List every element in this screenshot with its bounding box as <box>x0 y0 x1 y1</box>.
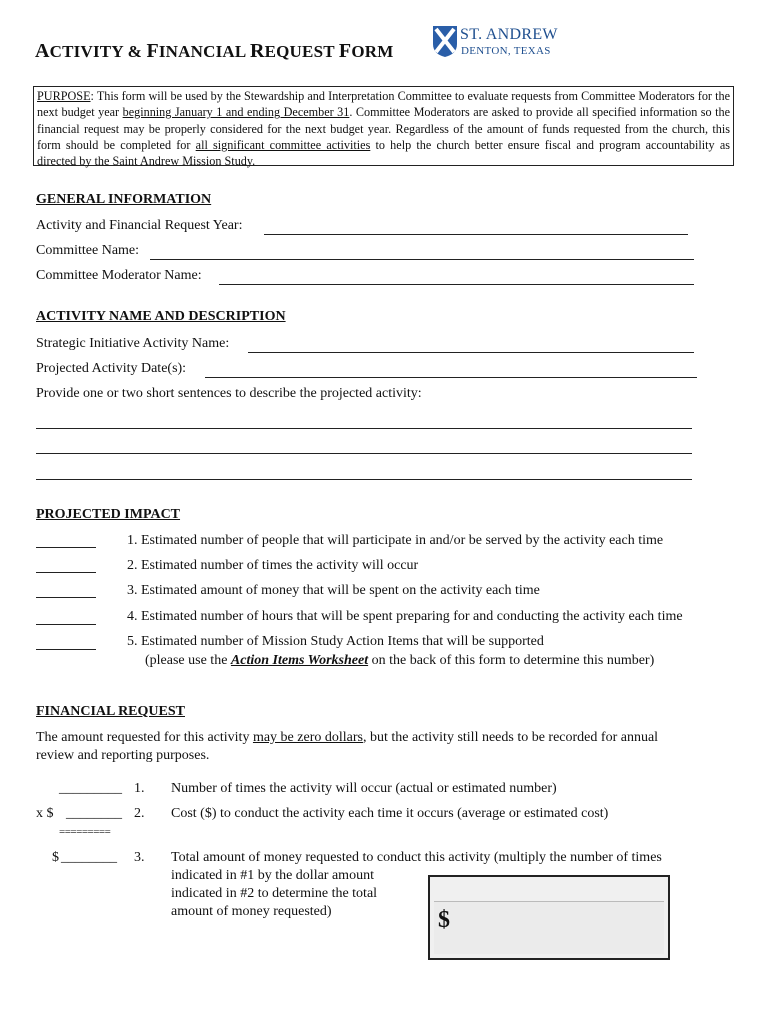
purpose-text-2: . Committee Moderators are asked to provide all specified information so the financial request may be properly considered for the next budget year. Regardless of the amount of funds requested from the church, this form should be completed for <box>37 105 731 152</box>
impact-blank-1[interactable] <box>36 547 96 548</box>
action-items-worksheet-link: Action Items Worksheet <box>230 653 369 668</box>
impact-blank-2[interactable] <box>36 572 96 573</box>
row-3-number: 3. <box>134 850 145 865</box>
describe-prompt: Provide one or two short sentences to describe the projected activity: <box>36 386 422 401</box>
row-2-text: Cost ($) to conduct the activity each time it occurs (average or estimated cost) <box>171 806 609 821</box>
logo-location: DENTON, TEXAS <box>461 45 551 57</box>
request-year-field[interactable] <box>264 234 688 235</box>
dollar-sign: $ <box>438 907 450 933</box>
total-dollar-prefix: $ <box>52 850 59 865</box>
row-3-text: amount of money requested) <box>171 904 332 919</box>
impact-item-1: 1. Estimated number of people that will participate in and/or be served by the activity each time <box>127 533 664 548</box>
purpose-underline-1: beginning January 1 and ending December 31 <box>122 105 350 120</box>
activity-dates-field[interactable] <box>205 377 697 378</box>
description-line[interactable] <box>36 453 692 454</box>
impact-item-5: 5. Estimated number of Mission Study Action Items that will be supported <box>127 634 544 649</box>
row-1-number: 1. <box>134 781 145 796</box>
activity-name-field[interactable] <box>248 352 694 353</box>
impact-blank-4[interactable] <box>36 624 96 625</box>
saint-andrew-cross-icon <box>432 24 458 58</box>
moderator-name-label: Committee Moderator Name: <box>36 268 202 283</box>
description-line[interactable] <box>36 479 692 480</box>
logo-name: ST. ANDREW <box>460 26 558 43</box>
impact-item-4: 4. Estimated number of hours that will be spent preparing for and conducting the activity each time <box>127 609 683 624</box>
cost-blank[interactable]: ________ <box>66 806 122 821</box>
moderator-name-field[interactable] <box>219 284 694 285</box>
impact-blank-5[interactable] <box>36 649 96 650</box>
row-2-number: 2. <box>134 806 145 821</box>
row-3-text: indicated in #2 to determine the total <box>171 886 378 901</box>
multiply-dollar-prefix: x $ <box>36 806 54 821</box>
financial-heading: FINANCIAL REQUEST <box>36 704 185 719</box>
impact-item-3: 3. Estimated amount of money that will be spent on the activity each time <box>127 583 540 598</box>
financial-intro-line2: review and reporting purposes. <box>36 748 210 763</box>
row-3-text: indicated in #1 by the dollar amount <box>171 868 374 883</box>
committee-name-field[interactable] <box>150 259 694 260</box>
row-1-text: Number of times the activity will occur (actual or estimated number) <box>171 781 557 796</box>
total-amount-input-area[interactable] <box>434 901 664 954</box>
purpose-underline-2: all significant committee activities <box>195 137 371 152</box>
total-blank[interactable]: ________ <box>61 850 117 865</box>
times-blank[interactable]: _________ <box>59 781 122 796</box>
general-info-heading: GENERAL INFORMATION <box>36 192 212 207</box>
request-year-label: Activity and Financial Request Year: <box>36 218 243 233</box>
double-rule: ========= <box>59 826 111 838</box>
activity-dates-label: Projected Activity Date(s): <box>36 361 187 376</box>
impact-heading: PROJECTED IMPACT <box>36 507 181 522</box>
total-amount-box[interactable] <box>428 875 670 960</box>
row-3-text: Total amount of money requested to conduct this activity (multiply the number of times <box>171 850 662 865</box>
description-line[interactable] <box>36 428 692 429</box>
impact-item-2: 2. Estimated number of times the activity will occur <box>127 558 419 573</box>
church-logo <box>432 24 562 62</box>
purpose-text-1: : This form will be used by the Stewardship and Interpretation Committee to evaluate requests from Committee Moderators for the next budget year <box>37 89 730 120</box>
impact-blank-3[interactable] <box>36 597 96 598</box>
committee-name-label: Committee Name: <box>36 243 140 258</box>
form-title: ACTIVITY & FINANCIAL REQUEST FORM <box>35 40 394 62</box>
financial-intro: The amount requested for this activity may be zero dollars, but the activity still needs to be recorded for annual <box>36 730 659 745</box>
activity-name-label: Strategic Initiative Activity Name: <box>36 336 230 351</box>
purpose-box <box>33 86 734 169</box>
purpose-text-3: to help the church better ensure fiscal and program accountability as directed by the Saint Andrew Mission Study. <box>37 137 731 169</box>
activity-heading: ACTIVITY NAME AND DESCRIPTION <box>36 309 286 324</box>
impact-item-5-note: (please use the Action Items Worksheet on the back of this form to determine this number) <box>145 653 655 668</box>
purpose-label: PURPOSE <box>37 89 91 103</box>
